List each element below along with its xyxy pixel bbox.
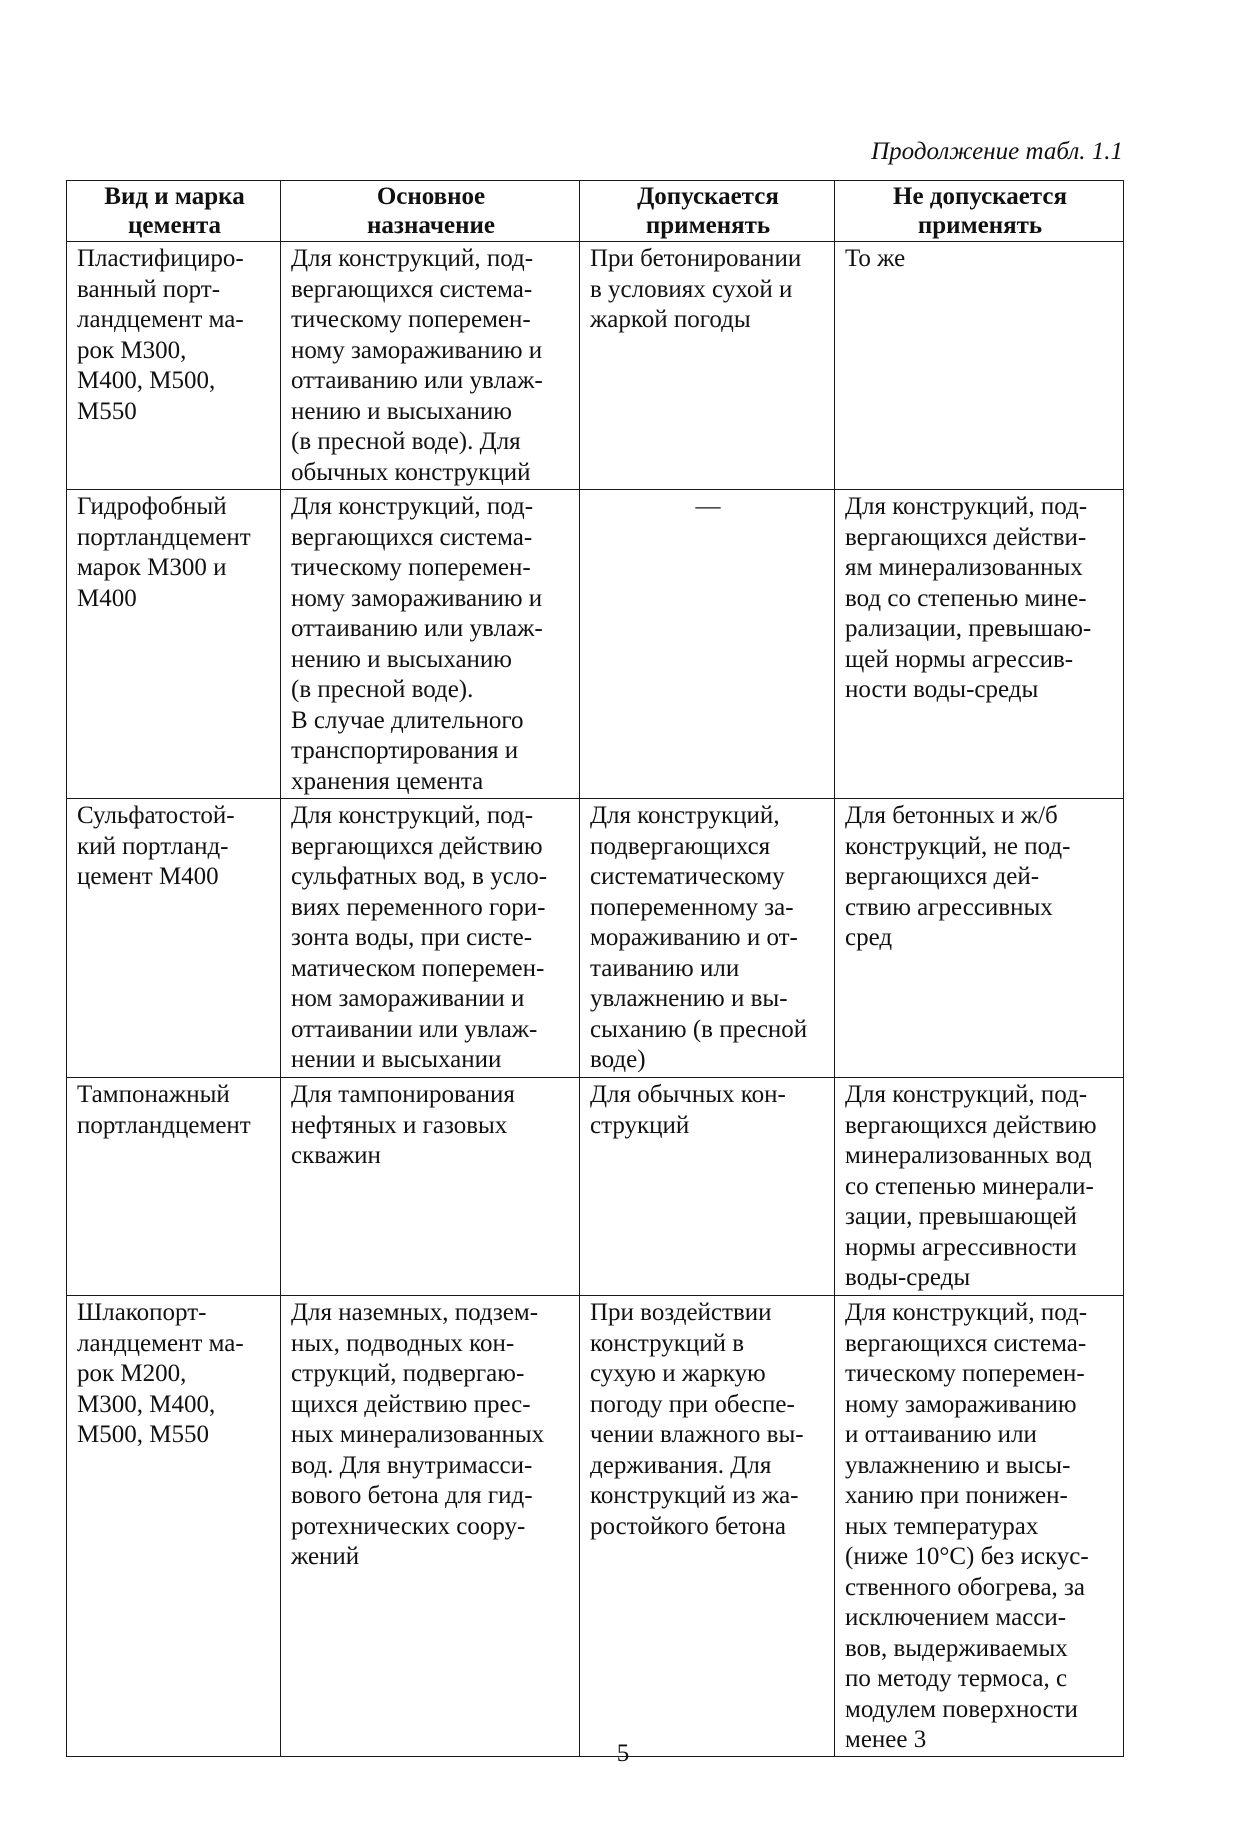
table-row	[67, 490, 1124, 799]
cell-not-allowed-use: Для конструкций, под- вергающихся система- тическому поперемен- ному замораживанию и оттаиванию или увлажнению и высы- ханию при понижен- ных температурах (ниже 10°С) без искус- ственного обогрева, за исключением масси- вов, выдерживаемых по методу термоса, с модулем поверхности менее 3	[835, 1296, 1124, 1757]
cell-cement-type: Сульфатостой- кий портланд- цемент М400	[67, 799, 281, 1078]
cell-allowed-use: При воздействии конструкций в сухую и жаркую погоду при обеспе- чении влажного вы- держивания. Для конструкций из жа- ростойкого бетона	[580, 1296, 835, 1757]
cement-table	[66, 180, 1124, 1757]
cell-main-purpose: Для наземных, подзем- ных, подводных кон- струкций, подвергаю- щихся действию прес- ных минерализованных вод. Для внутримасси- вового бетона для гид- ротехнических соору- жений	[281, 1296, 580, 1757]
cell-not-allowed-use: Для конструкций, под- вергающихся действи- ям минерализованных вод со степенью мине- рализации, превышаю- щей нормы агрессив- ности воды-среды	[835, 490, 1124, 799]
cell-cement-type: Гидрофобный портландцемент марок М300 и М400	[67, 490, 281, 799]
cell-main-purpose: Для конструкций, под- вергающихся система- тическому поперемен- ному замораживанию и оттаиванию или увлаж- нению и высыханию (в пресной воде). В случае длительного транспортирования и хранения цемента	[281, 490, 580, 799]
cell-main-purpose: Для конструкций, под- вергающихся действию сульфатных вод, в усло- виях переменного гори- зонта воды, при систе- матическом поперемен- ном замораживании и оттаивании или увлаж- нении и высыхании	[281, 799, 580, 1078]
header-allowed-use: Допускается применять	[580, 181, 835, 242]
page-number: 5	[616, 1740, 630, 1767]
cell-main-purpose: Для конструкций, под- вергающихся система- тическому поперемен- ному замораживанию и оттаиванию или увлаж- нению и высыханию (в пресной воде). Для обычных конструкций	[281, 242, 580, 490]
cell-allowed-use: Для обычных кон- струкций	[580, 1078, 835, 1296]
table-row	[67, 1296, 1124, 1757]
header-cement-type: Вид и марка цемента	[67, 181, 281, 242]
table-header-row	[67, 181, 1124, 242]
cell-main-purpose: Для тампонирования нефтяных и газовых скважин	[281, 1078, 580, 1296]
cell-not-allowed-use: Для бетонных и ж/б конструкций, не под- вергающихся дей- ствию агрессивных сред	[835, 799, 1124, 1078]
table-row	[67, 242, 1124, 490]
table-row	[67, 799, 1124, 1078]
cell-allowed-use: Для конструкций, подвергающихся систематическому попеременному за- мораживанию и от- таиванию или увлажнению и вы- сыханию (в пресной воде)	[580, 799, 835, 1078]
cell-not-allowed-use: То же	[835, 242, 1124, 490]
table-continuation-caption: Продолжение табл. 1.1	[871, 138, 1123, 165]
cell-not-allowed-use: Для конструкций, под- вергающихся действию минерализованных вод со степенью минерали- зации, превышающей нормы агрессивности воды-среды	[835, 1078, 1124, 1296]
cell-cement-type: Пластифициро- ванный порт- ландцемент ма- рок М300, М400, М500, М550	[67, 242, 281, 490]
cell-allowed-use: При бетонировании в условиях сухой и жаркой погоды	[580, 242, 835, 490]
cell-cement-type: Тампонажный портландцемент	[67, 1078, 281, 1296]
table-row	[67, 1078, 1124, 1296]
cell-cement-type: Шлакопорт- ландцемент ма- рок М200, М300, М400, М500, М550	[67, 1296, 281, 1757]
header-not-allowed-use: Не допускается применять	[835, 181, 1124, 242]
header-main-purpose: Основное назначение	[281, 181, 580, 242]
cell-allowed-use: —	[580, 490, 835, 799]
